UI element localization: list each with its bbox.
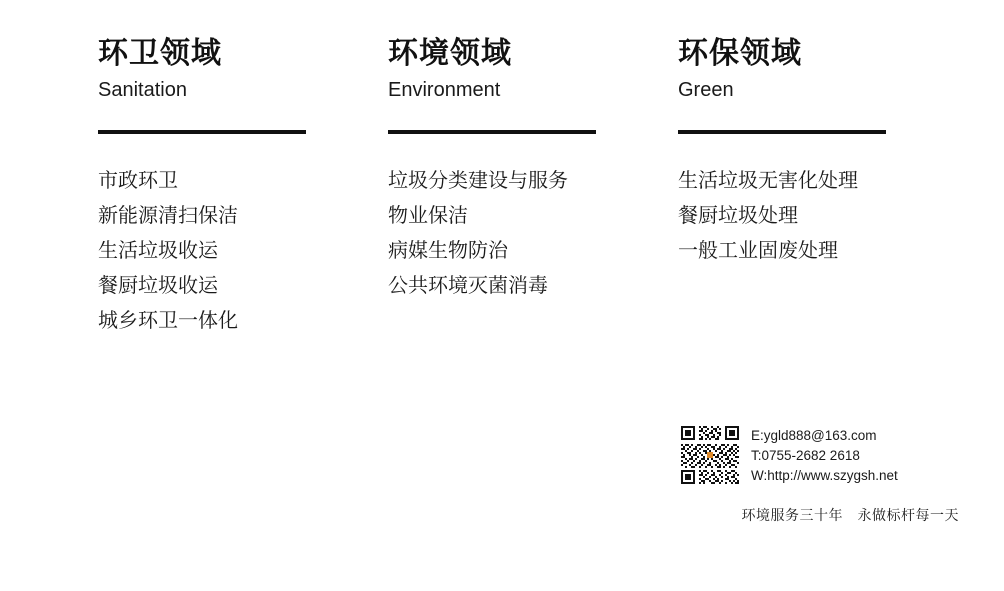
domain-column-environment [388, 34, 678, 304]
domain-item-list [388, 164, 678, 304]
company-slogan: 环境服务三十年 永做标杆每一天 [741, 507, 959, 523]
domain-column-green [678, 34, 958, 269]
contact-phone: T:0755-2682 2618 [751, 448, 860, 463]
list-item: 生活垃圾收运 [98, 240, 218, 262]
divider-rule [98, 130, 306, 134]
contact-lines [751, 424, 898, 486]
contact-block [679, 424, 959, 525]
divider-rule [678, 130, 886, 134]
divider-rule [388, 130, 596, 134]
list-item: 生活垃圾无害化处理 [678, 170, 858, 192]
list-item: 一般工业固废处理 [678, 240, 838, 262]
domain-title-en: Green [678, 79, 734, 101]
domain-item-list [98, 164, 388, 339]
contact-website: W:http://www.szygsh.net [751, 468, 898, 483]
list-item: 垃圾分类建设与服务 [388, 170, 568, 192]
contact-email: E:ygld888@163.com [751, 428, 877, 443]
contact-row [679, 424, 959, 486]
list-item: 餐厨垃圾收运 [98, 275, 218, 297]
list-item: 餐厨垃圾处理 [678, 205, 798, 227]
domain-title-en: Environment [388, 79, 501, 101]
list-item: 公共环境灭菌消毒 [388, 275, 548, 297]
list-item: 新能源清扫保洁 [98, 205, 238, 227]
qr-code-icon [679, 424, 741, 486]
list-item: 城乡环卫一体化 [98, 310, 238, 332]
list-item: 物业保洁 [388, 205, 468, 227]
domain-column-sanitation [98, 34, 388, 339]
list-item: 病媒生物防治 [388, 240, 508, 262]
domain-title-cn: 环境领域 [388, 37, 512, 70]
domain-title-en: Sanitation [98, 79, 187, 101]
domain-title-cn: 环卫领域 [98, 37, 222, 70]
domain-title-cn: 环保领域 [678, 37, 802, 70]
list-item: 市政环卫 [98, 170, 178, 192]
service-domains [98, 34, 958, 339]
domain-item-list [678, 164, 958, 269]
